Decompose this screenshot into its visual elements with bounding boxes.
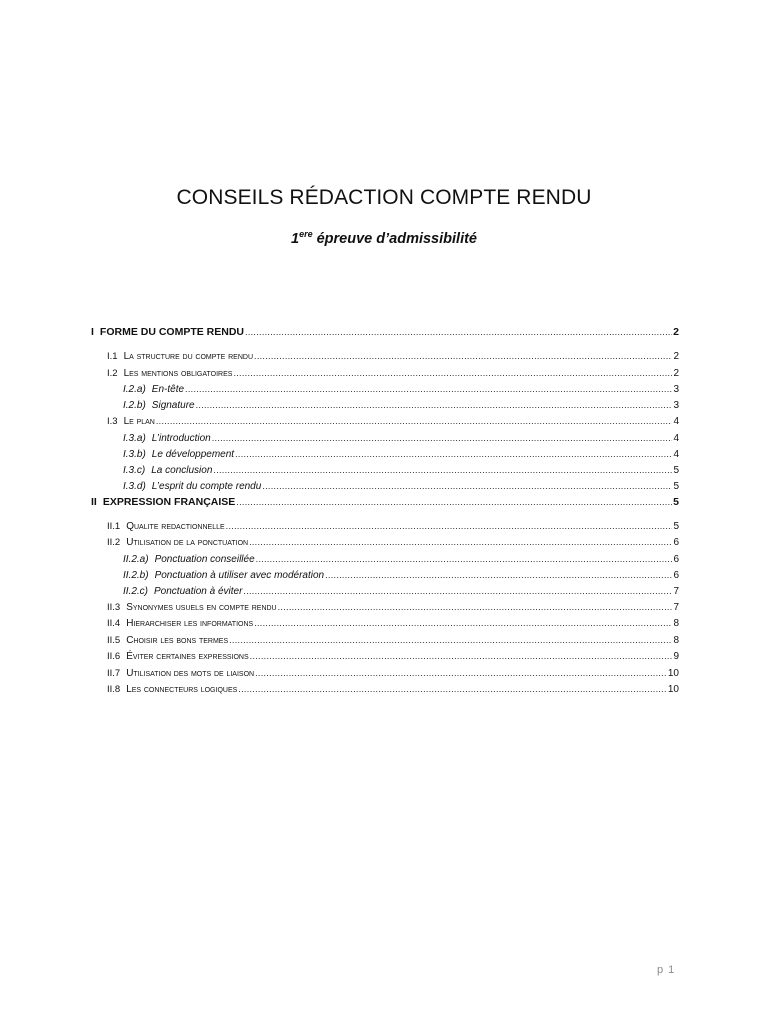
toc-entry-label: Le développement xyxy=(151,448,235,460)
toc-entry-number: I.3.b) xyxy=(123,448,146,460)
toc-entry[interactable] xyxy=(91,494,679,510)
toc-entry-page: 5 xyxy=(673,495,679,508)
toc-entry-number: I.2.a) xyxy=(123,384,146,395)
toc-entry-number: II.4 xyxy=(107,618,121,629)
toc-dot-leader xyxy=(254,348,672,365)
toc-entry-label: La conclusion xyxy=(151,464,213,476)
toc-entry-label: Ponctuation à utiliser avec modération xyxy=(154,569,325,581)
toc-entry-number: I.2.b) xyxy=(123,400,146,411)
toc-entry[interactable] xyxy=(91,381,679,397)
toc-dot-leader xyxy=(196,397,673,413)
toc-entry[interactable] xyxy=(91,430,679,446)
toc-entry-page: 5 xyxy=(673,464,679,476)
toc-entry-label: Ponctuation conseillée xyxy=(154,553,255,565)
toc-dot-leader xyxy=(213,462,672,478)
toc-entry[interactable] xyxy=(91,518,679,535)
toc-entry-page: 7 xyxy=(673,601,679,613)
toc-entry[interactable] xyxy=(91,324,679,340)
document-title: CONSEILS RÉDACTION COMPTE RENDU xyxy=(176,186,592,209)
toc-entry-number: II.6 xyxy=(107,651,121,662)
toc-entry[interactable] xyxy=(91,583,679,599)
toc-entry[interactable] xyxy=(91,599,679,616)
toc-entry-label: Qualite redactionnelle xyxy=(126,520,225,532)
toc-entry-page: 10 xyxy=(667,667,679,679)
toc-dot-leader xyxy=(229,632,672,649)
toc-entry-number: I.3 xyxy=(107,416,118,427)
toc-entry-page: 4 xyxy=(673,432,679,444)
toc-dot-leader xyxy=(278,599,673,616)
toc-entry-number: II.7 xyxy=(107,667,121,679)
toc-entry-label: Éviter certaines expressions xyxy=(126,651,249,662)
toc-entry-number: II.2 xyxy=(107,537,121,548)
toc-entry-page: 5 xyxy=(673,480,679,492)
toc-entry[interactable] xyxy=(91,567,679,583)
toc-dot-leader xyxy=(255,665,667,682)
toc-entry-number: I xyxy=(91,326,94,338)
toc-entry[interactable] xyxy=(91,665,679,682)
toc-dot-leader xyxy=(256,551,673,567)
toc-entry[interactable] xyxy=(91,348,679,365)
toc-entry-label: Utilisation des mots de liaison xyxy=(126,667,255,679)
table-of-contents xyxy=(91,324,679,698)
toc-dot-leader xyxy=(212,430,673,446)
toc-entry[interactable] xyxy=(91,632,679,649)
toc-entry[interactable] xyxy=(91,615,679,632)
toc-entry-number: II.1 xyxy=(107,520,121,532)
toc-entry-label: Le plan xyxy=(123,416,155,427)
subtitle-text: épreuve d’admissibilité xyxy=(312,231,477,247)
subtitle-superscript: ere xyxy=(299,229,313,240)
toc-entry[interactable] xyxy=(91,413,679,430)
toc-entry-number: II.2.a) xyxy=(123,553,149,565)
toc-dot-leader xyxy=(226,518,673,535)
toc-entry-page: 2 xyxy=(673,367,679,379)
toc-entry-page: 7 xyxy=(673,585,679,597)
toc-entry-label: Synonymes usuels en compte rendu xyxy=(126,601,277,613)
toc-entry-number: II.2.b) xyxy=(123,569,149,581)
toc-entry[interactable] xyxy=(91,446,679,462)
toc-dot-leader xyxy=(245,324,672,340)
toc-dot-leader xyxy=(185,381,672,397)
toc-entry-label: Ponctuation à éviter xyxy=(154,585,243,597)
toc-dot-leader xyxy=(156,413,673,430)
toc-entry-page: 6 xyxy=(673,569,679,581)
toc-entry-page: 4 xyxy=(673,416,679,427)
toc-entry-label: En-tête xyxy=(151,384,185,395)
toc-entry-label: Les mentions obligatoires xyxy=(123,367,233,379)
toc-entry-page: 6 xyxy=(673,537,679,548)
toc-dot-leader xyxy=(236,494,672,510)
toc-dot-leader xyxy=(238,681,667,698)
toc-entry-page: 3 xyxy=(673,400,679,411)
toc-entry[interactable] xyxy=(91,365,679,382)
toc-entry-page: 3 xyxy=(673,384,679,395)
toc-entry-number: I.3.d) xyxy=(123,480,146,492)
toc-entry-page: 10 xyxy=(667,684,679,695)
toc-entry-page: 4 xyxy=(673,448,679,460)
toc-entry-label: L’esprit du compte rendu xyxy=(151,480,262,492)
toc-entry-number: II.3 xyxy=(107,601,121,613)
document-subtitle xyxy=(0,231,768,247)
toc-dot-leader xyxy=(243,583,672,599)
toc-entry-page: 2 xyxy=(673,351,679,362)
toc-entry-label: EXPRESSION FRANÇAISE xyxy=(102,495,236,508)
toc-entry-page: 8 xyxy=(673,618,679,629)
toc-entry-number: I.2 xyxy=(107,367,118,379)
toc-entry-number: II.8 xyxy=(107,684,121,695)
toc-dot-leader xyxy=(249,534,672,551)
toc-entry-number: II.5 xyxy=(107,634,121,646)
toc-entry[interactable] xyxy=(91,551,679,567)
toc-entry-label: Hierarchiser les informations xyxy=(126,618,254,629)
toc-entry-label: FORME DU COMPTE RENDU xyxy=(99,326,245,338)
toc-entry-label: Les connecteurs logiques xyxy=(126,684,238,695)
toc-entry[interactable] xyxy=(91,462,679,478)
toc-entry-page: 6 xyxy=(673,553,679,565)
toc-entry-label: Utilisation de la ponctuation xyxy=(126,537,249,548)
page-number: p 1 xyxy=(657,964,676,976)
toc-entry-label: Signature xyxy=(151,400,195,411)
toc-entry[interactable] xyxy=(91,648,679,665)
toc-entry-number: II.2.c) xyxy=(123,585,149,597)
toc-dot-leader xyxy=(254,615,672,632)
toc-entry-label: Choisir les bons termes xyxy=(126,634,229,646)
toc-entry[interactable] xyxy=(91,478,679,494)
toc-entry[interactable] xyxy=(91,681,679,698)
toc-entry-number: II xyxy=(91,495,97,508)
toc-dot-leader xyxy=(262,478,672,494)
toc-entry-number: I.1 xyxy=(107,351,118,362)
toc-entry[interactable] xyxy=(91,534,679,551)
toc-entry-number: I.3.a) xyxy=(123,432,146,444)
toc-dot-leader xyxy=(233,365,672,382)
subtitle-number: 1 xyxy=(291,231,300,247)
toc-entry-label: L’introduction xyxy=(151,432,211,444)
toc-entry-number: I.3.c) xyxy=(123,464,146,476)
toc-entry[interactable] xyxy=(91,397,679,413)
toc-dot-leader xyxy=(250,648,673,665)
toc-entry-page: 9 xyxy=(673,651,679,662)
toc-entry-label: La structure du compte rendu xyxy=(123,351,254,362)
toc-dot-leader xyxy=(325,567,672,583)
toc-entry-page: 2 xyxy=(673,326,679,338)
toc-entry-page: 5 xyxy=(673,520,679,532)
toc-entry-page: 8 xyxy=(673,634,679,646)
toc-dot-leader xyxy=(235,446,672,462)
